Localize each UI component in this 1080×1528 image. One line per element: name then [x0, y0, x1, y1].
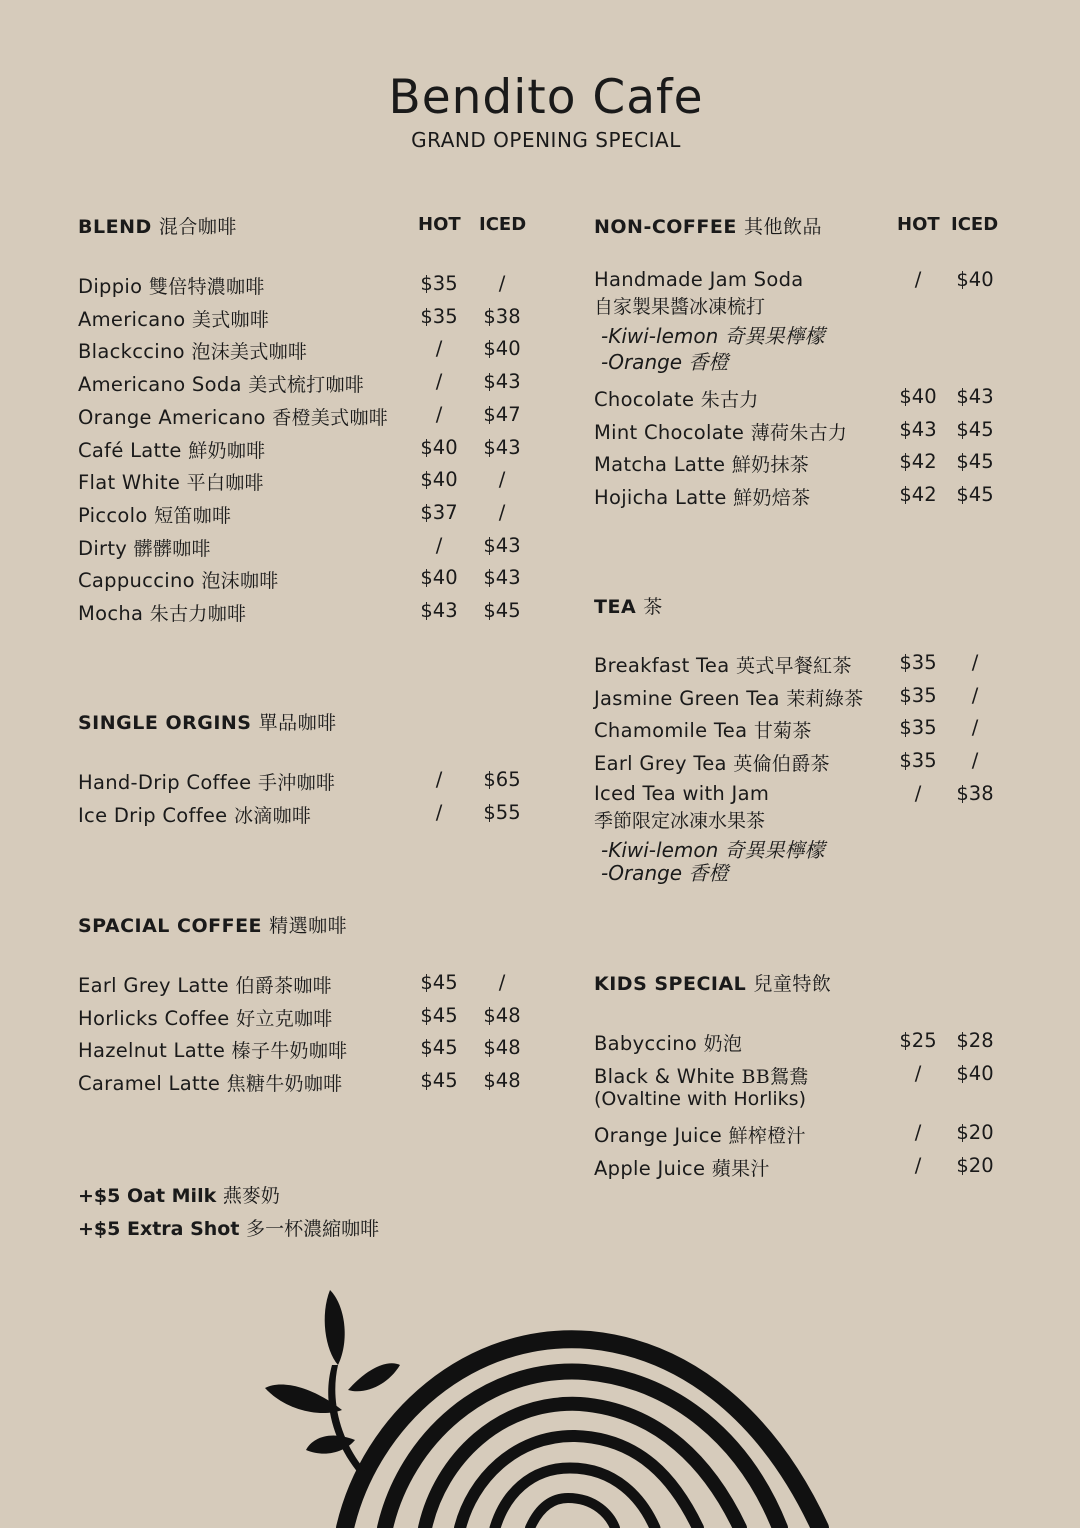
hot-price: $42: [899, 450, 937, 474]
iced-price: $48: [483, 1069, 521, 1093]
menu-item: [594, 385, 1014, 417]
blend-heading: BLEND 混合咖啡: [78, 216, 237, 238]
iced-price: $43: [483, 435, 521, 459]
special-coffee-section: [78, 911, 538, 1111]
iced-price: /: [498, 468, 506, 492]
hot-price: /: [435, 768, 443, 791]
menu-item: [78, 801, 538, 833]
menu-item-iced-tea-jam: Iced Tea with Jam 季節限定冰凍水果茶 / $38: [594, 782, 994, 832]
hot-price: $35: [899, 749, 937, 773]
iced-column-header: ICED: [479, 214, 527, 235]
extra-shot: +$5 Extra Shot 多一杯濃縮咖啡: [78, 1218, 380, 1240]
special-coffee-heading: SPACIAL COFFEE 精選咖啡: [78, 915, 348, 937]
hot-price: /: [435, 402, 443, 426]
item-name: Apple Juice 蘋果汁: [594, 1156, 770, 1180]
iced-column-header: ICED: [951, 214, 999, 235]
menu-item: [78, 971, 538, 1003]
hot-price: /: [435, 370, 443, 394]
single-origins-heading: SINGLE ORGINS 單品咖啡: [78, 712, 337, 734]
page-title: Bendito Cafe: [388, 70, 704, 125]
non-coffee-section: [594, 212, 1014, 522]
hot-price: /: [914, 1121, 922, 1144]
item-name: Piccolo 短笛咖啡: [78, 503, 232, 527]
hot-price: $35: [420, 304, 458, 328]
iced-price: $48: [483, 1036, 521, 1060]
flavor-orange: -Orange 香橙: [601, 861, 729, 885]
hot-price: $42: [899, 483, 937, 507]
hot-price: /: [435, 801, 443, 824]
iced-price: /: [498, 272, 506, 295]
hot-price: $45: [420, 1069, 458, 1093]
menu-item: [78, 272, 538, 304]
item-name: Blackccino 泡沫美式咖啡: [78, 340, 308, 364]
iced-price: $45: [956, 450, 994, 474]
menu-item: [78, 768, 538, 800]
page-subtitle: GRAND OPENING SPECIAL: [411, 128, 681, 152]
iced-price: $45: [956, 483, 994, 507]
iced-price: $55: [483, 801, 521, 824]
hot-column-header: HOT: [897, 214, 940, 235]
extra-oat-milk: +$5 Oat Milk 燕麥奶: [78, 1185, 280, 1207]
item-name: Orange Juice 鮮榨橙汁: [594, 1124, 806, 1147]
iced-price: $20: [956, 1153, 994, 1177]
item-name: Mocha 朱古力咖啡: [78, 602, 247, 625]
item-name: Mint Chocolate 薄荷朱古力: [594, 420, 848, 444]
iced-price: /: [498, 500, 506, 524]
flavor-kiwi-lemon: -Kiwi-lemon 奇異果檸檬: [601, 838, 825, 862]
iced-price: /: [971, 651, 979, 674]
iced-price: $43: [483, 533, 521, 557]
iced-price: $43: [483, 370, 521, 394]
iced-price: $40: [483, 337, 521, 361]
menu-item-black-white: Black & White BB鴛鴦 (Ovaltine with Horliks) / $40: [594, 1062, 994, 1110]
iced-price: /: [498, 971, 506, 994]
item-name: Ice Drip Coffee 冰滴咖啡: [78, 804, 312, 827]
item-name: Flat White 平白咖啡: [78, 471, 264, 495]
tree-ring-leaf-illustration: [250, 1270, 830, 1528]
kids-special-heading: KIDS SPECIAL 兒童特飲: [594, 973, 832, 995]
hot-price: $40: [420, 468, 458, 492]
iced-price: /: [971, 683, 979, 707]
iced-price: $47: [483, 402, 521, 426]
menu-item: [594, 1121, 1014, 1153]
item-name: Orange Americano 香橙美式咖啡: [78, 405, 389, 429]
item-name: Dirty 髒髒咖啡: [78, 536, 211, 560]
item-name: Matcha Latte 鮮奶抹茶: [594, 453, 810, 477]
item-name: Jasmine Green Tea 茉莉綠茶: [594, 686, 864, 710]
item-name: Earl Grey Latte 伯爵茶咖啡: [78, 974, 332, 997]
menu-item: [594, 450, 1014, 482]
flavor-orange: -Orange 香橙: [601, 350, 729, 374]
hot-column-header: HOT: [418, 214, 461, 235]
menu-item: [78, 436, 538, 468]
menu-item: [78, 534, 538, 566]
iced-price: $48: [483, 1003, 521, 1027]
non-coffee-heading: NON-COFFEE 其他飲品: [594, 216, 822, 238]
hot-price: /: [435, 337, 443, 361]
menu-item: [594, 483, 1014, 515]
iced-price: /: [971, 749, 979, 773]
menu-item: [594, 1154, 1014, 1186]
menu-item: [78, 305, 538, 337]
menu-item-jam-soda: Handmade Jam Soda 自家製果醬冰凍梳打 / $40: [594, 268, 994, 318]
iced-price: $65: [483, 768, 521, 791]
item-name: Earl Grey Tea 英倫伯爵茶: [594, 752, 830, 776]
item-name: Hazelnut Latte 榛子牛奶咖啡: [78, 1039, 348, 1063]
hot-price: $45: [420, 1036, 458, 1060]
menu-item: [78, 1069, 538, 1101]
item-name: Hojicha Latte 鮮奶焙茶: [594, 486, 811, 510]
menu-item: [78, 403, 538, 435]
hot-price: $35: [420, 272, 458, 295]
item-name: Caramel Latte 焦糖牛奶咖啡: [78, 1072, 343, 1096]
item-name: Hand-Drip Coffee 手沖咖啡: [78, 771, 336, 794]
menu-item: [78, 599, 538, 631]
item-name: Breakfast Tea 英式早餐紅茶: [594, 654, 852, 677]
iced-price: $43: [483, 566, 521, 590]
iced-price: /: [971, 716, 979, 740]
tea-section: [594, 592, 1014, 892]
tea-heading: TEA 茶: [594, 596, 663, 618]
hot-price: $40: [420, 435, 458, 459]
item-name: Dippio 雙倍特濃咖啡: [78, 275, 265, 298]
flavor-kiwi-lemon: -Kiwi-lemon 奇異果檸檬: [601, 324, 825, 348]
menu-item-babyccino: Babyccino 奶泡 $25 $28: [594, 1029, 994, 1055]
hot-price: $43: [420, 599, 458, 622]
menu-item: [594, 749, 1014, 781]
hot-price: $35: [899, 651, 937, 674]
item-name: Café Latte 鮮奶咖啡: [78, 438, 266, 462]
item-name: Chamomile Tea 甘菊茶: [594, 719, 812, 743]
menu-item: [78, 337, 538, 369]
hot-price: $35: [899, 716, 937, 740]
hot-price: $43: [899, 417, 937, 441]
iced-price: $20: [956, 1121, 994, 1144]
item-name: Americano Soda 美式梳打咖啡: [78, 373, 365, 397]
menu-item: [78, 370, 538, 402]
menu-item: [594, 716, 1014, 748]
hot-price: $35: [899, 683, 937, 707]
menu-item: [78, 468, 538, 500]
hot-price: $37: [420, 500, 458, 524]
kids-special-section: [594, 969, 1014, 1189]
menu-item: [594, 684, 1014, 716]
item-name: Americano 美式咖啡: [78, 307, 270, 331]
menu-item: [78, 566, 538, 598]
item-name: Cappuccino 泡沫咖啡: [78, 569, 279, 593]
extras-list: [78, 1180, 379, 1246]
hot-price: /: [914, 1153, 922, 1177]
menu-item: [78, 501, 538, 533]
hot-price: $40: [899, 385, 937, 408]
hot-price: $40: [420, 566, 458, 590]
menu-item: [78, 1004, 538, 1036]
item-name: Chocolate 朱古力: [594, 388, 759, 411]
iced-price: $43: [956, 385, 994, 408]
iced-price: $38: [483, 304, 521, 328]
single-origins-section: [78, 708, 538, 838]
hot-price: $45: [420, 1003, 458, 1027]
iced-price: $45: [483, 599, 521, 622]
menu-item: [594, 651, 1014, 683]
hot-price: $45: [420, 971, 458, 994]
iced-price: $45: [956, 417, 994, 441]
item-name: Horlicks Coffee 好立克咖啡: [78, 1006, 333, 1030]
menu-item: [78, 1036, 538, 1068]
hot-price: /: [435, 533, 443, 557]
menu-item: [594, 418, 1014, 450]
blend-section: [78, 212, 538, 632]
